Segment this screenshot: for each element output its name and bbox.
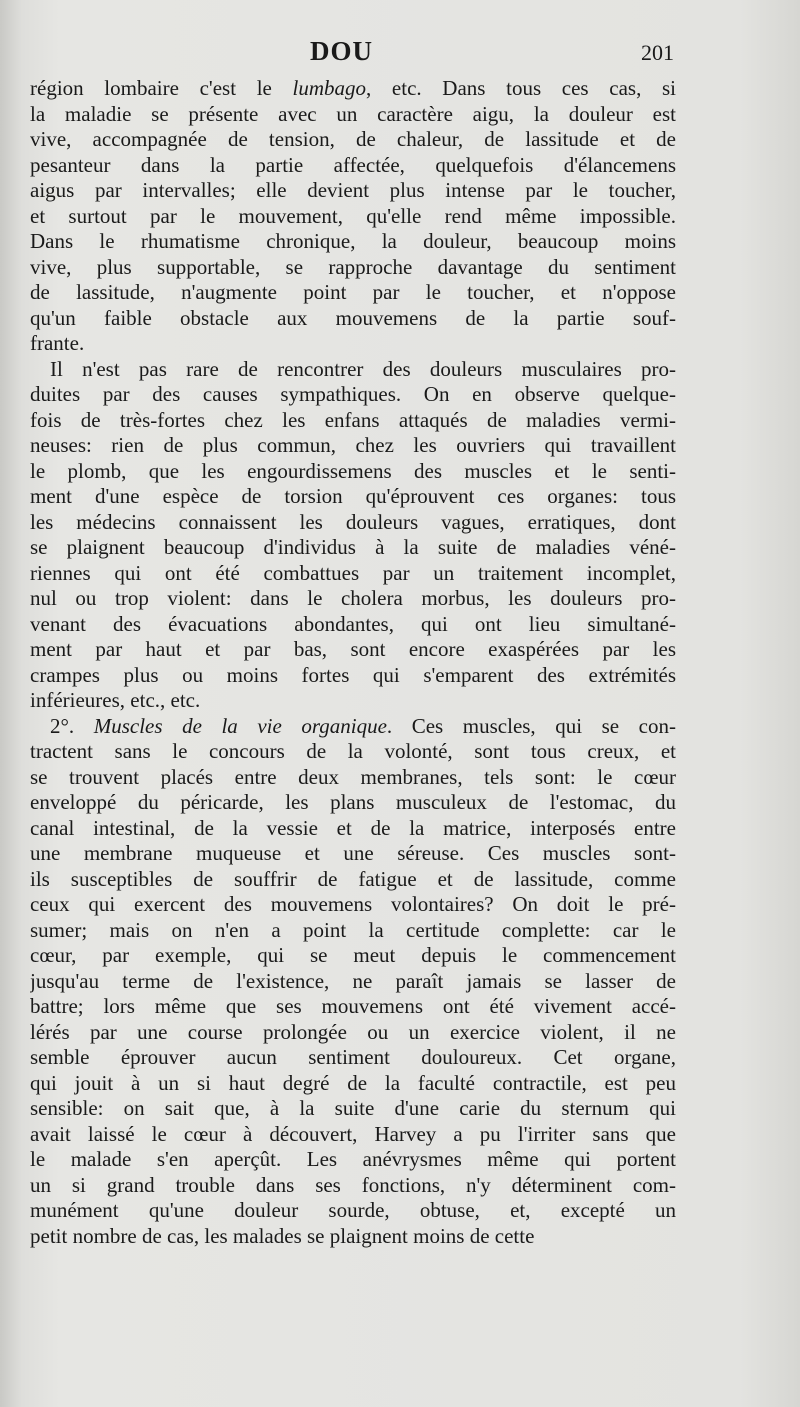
text-line: ment par haut et par bas, sont encore exaspérées par les [30, 637, 676, 661]
running-title: DOU [310, 36, 373, 66]
text-line: qui jouit à un si haut degré de la faculté contractile, est peu [30, 1070, 676, 1095]
text-line: duites par des causes sympathiques. On en observe quelque- [30, 382, 676, 406]
text-line: aigus par intervalles; elle devient plus intense par le toucher, [30, 178, 676, 202]
text-line: de lassitude, n'augmente point par le toucher, et n'oppose [30, 280, 676, 304]
running-head [0, 36, 800, 70]
text-line: lérés par une course prolongée ou un exercice violent, il ne [30, 1019, 676, 1044]
text-line: la maladie se présente avec un caractère aigu, la douleur est [30, 101, 676, 126]
text-line: avait laissé le cœur à découvert, Harvey a pu l'irriter sans que [30, 1121, 676, 1146]
text-line: riennes qui ont été combattues par un traitement incomplet, [30, 560, 676, 585]
text-line: crampes plus ou moins fortes qui s'emparent des extrémités [30, 662, 676, 687]
text-line: se plaignent beaucoup d'individus à la suite de maladies véné- [30, 535, 676, 559]
text-line: et surtout par le mouvement, qu'elle rend même impossible. [30, 203, 676, 228]
text-line: fois de très-fortes chez les enfans attaqués de maladies vermi- [30, 407, 676, 432]
text-line: ceux qui exercent des mouvemens volontaires? On doit le pré- [30, 892, 676, 916]
text-line: munément qu'une douleur sourde, obtuse, et, excepté un [30, 1198, 676, 1222]
text-line: un si grand trouble dans ses fonctions, n'y déterminent com- [30, 1172, 676, 1197]
text-line: ils susceptibles de souffrir de fatigue et de lassitude, comme [30, 866, 676, 891]
text-line: 2°. Muscles de la vie organique. Ces muscles, qui se con- [50, 713, 676, 738]
text-line: sumer; mais on n'en a point la certitude complette: car le [30, 917, 676, 942]
text-line: neuses: rien de plus commun, chez les ouvriers qui travaillent [30, 433, 676, 457]
text-line: une membrane muqueuse et une séreuse. Ces muscles sont- [30, 841, 676, 865]
text-line: inférieures, etc., etc. [30, 688, 201, 712]
text-line: canal intestinal, de la vessie et de la matrice, interposés entre [30, 815, 676, 840]
text-line: vive, plus supportable, se rapproche davantage du sentiment [30, 254, 676, 279]
text-line: pesanteur dans la partie affectée, quelquefois d'élancemens [30, 152, 676, 177]
text-line: venant des évacuations abondantes, qui ont lieu simultané- [30, 611, 676, 636]
text-line: frante. [30, 331, 85, 355]
text-line: Il n'est pas rare de rencontrer des douleurs musculaires pro- [50, 356, 676, 381]
text-line: région lombaire c'est le lumbago, etc. Dans tous ces cas, si [30, 76, 676, 100]
text-line: le plomb, que les engourdissemens des muscles et le senti- [30, 458, 676, 483]
text-line: ment d'une espèce de torsion qu'éprouvent ces organes: tous [30, 484, 676, 508]
text-line: Dans le rhumatisme chronique, la douleur, beaucoup moins [30, 229, 676, 253]
text-line: le malade s'en aperçût. Les anévrysmes même qui portent [30, 1147, 676, 1171]
text-line: nul ou trop violent: dans le cholera morbus, les douleurs pro- [30, 586, 676, 610]
text-line: vive, accompagnée de tension, de chaleur, de lassitude et de [30, 127, 676, 151]
text-line: sensible: on sait que, à la suite d'une carie du sternum qui [30, 1096, 676, 1120]
body-text [30, 76, 676, 1249]
text-line: battre; lors même que ses mouvemens ont été vivement accé- [30, 994, 676, 1018]
text-line: jusqu'au terme de l'existence, ne paraît jamais se lasser de [30, 968, 676, 993]
text-line: les médecins connaissent les douleurs vagues, erratiques, dont [30, 509, 676, 534]
text-line: tractent sans le concours de la volonté, sont tous creux, et [30, 739, 676, 763]
text-line: petit nombre de cas, les malades se plaignent moins de cette [30, 1223, 535, 1248]
text-line: semble éprouver aucun sentiment douloureux. Cet organe, [30, 1045, 676, 1069]
text-line: enveloppé du péricarde, les plans musculeux de l'estomac, du [30, 790, 676, 814]
page-number: 201 [641, 40, 674, 65]
text-line: qu'un faible obstacle aux mouvemens de la partie souf- [30, 305, 676, 330]
text-line: cœur, par exemple, qui se meut depuis le commencement [30, 943, 676, 967]
text-line: se trouvent placés entre deux membranes, tels sont: le cœur [30, 764, 676, 789]
